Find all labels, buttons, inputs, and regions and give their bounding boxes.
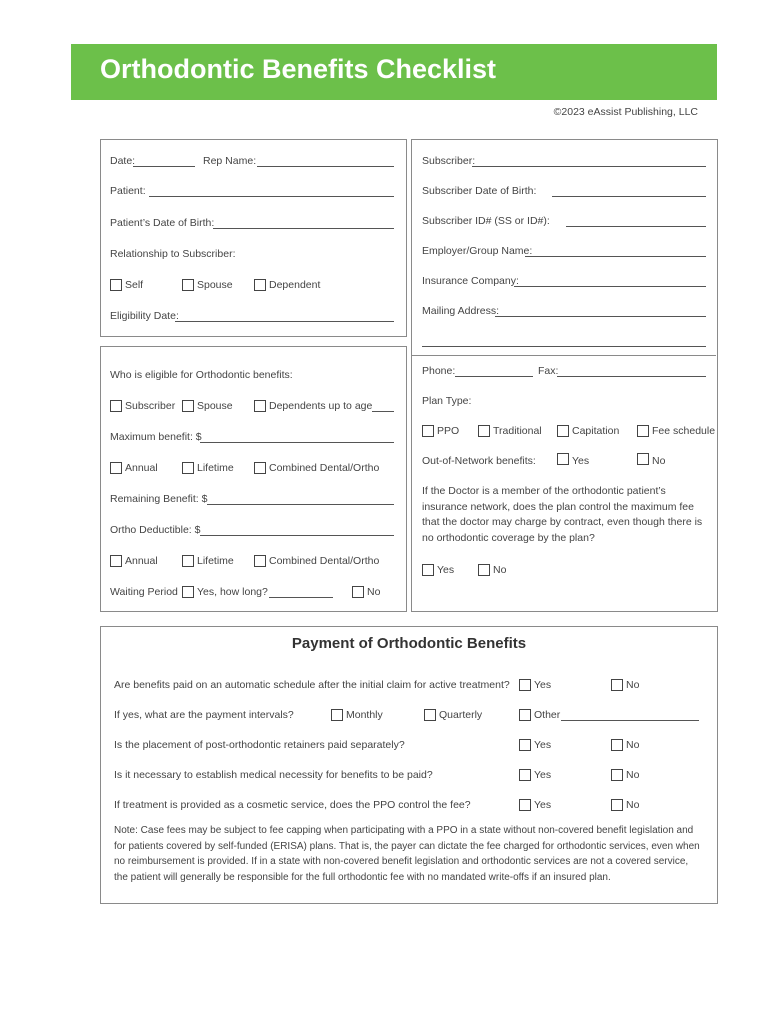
q3-no-checkbox[interactable]: [611, 739, 623, 751]
patient-dob-label: Patient’s Date of Birth:: [110, 217, 215, 229]
other-field[interactable]: [561, 720, 699, 721]
phone-field[interactable]: [455, 376, 533, 377]
max-benefit-field[interactable]: [200, 442, 394, 443]
quarterly-checkbox[interactable]: [424, 709, 436, 721]
title-banner: [71, 44, 717, 100]
mailing-field-1[interactable]: [495, 316, 706, 317]
subscriber-id-label: Subscriber ID# (SS or ID#):: [422, 215, 550, 227]
ded-combined-label: Combined Dental/Ortho: [269, 555, 380, 567]
insurance-label: Insurance Company:: [422, 275, 519, 287]
q4-yes-label: Yes: [534, 769, 552, 781]
waiting-yes-label: Yes, how long?: [197, 586, 268, 598]
max-benefit-label: Maximum benefit: $: [110, 431, 202, 443]
traditional-label: Traditional: [493, 425, 542, 437]
q1-yes-label: Yes: [534, 679, 552, 691]
traditional-checkbox[interactable]: [478, 425, 490, 437]
patient-label: Patient:: [110, 185, 146, 197]
q3-yes-label: Yes: [534, 739, 552, 751]
copyright-text: ©2023 eAssist Publishing, LLC: [553, 106, 698, 118]
waiting-period-label: Waiting Period: [110, 586, 178, 598]
max-annual-checkbox[interactable]: [110, 462, 122, 474]
doctor-yes-checkbox[interactable]: [422, 564, 434, 576]
elig-dependents-checkbox[interactable]: [254, 400, 266, 412]
waiting-no-label: No: [367, 586, 381, 598]
patient-field[interactable]: [149, 196, 394, 197]
employer-label: Employer/Group Name:: [422, 245, 533, 257]
q2-label: If yes, what are the payment intervals?: [114, 709, 294, 721]
fee-schedule-label: Fee schedule: [652, 425, 716, 437]
quarterly-label: Quarterly: [439, 709, 483, 721]
oon-yes-label: Yes: [572, 455, 590, 467]
oon-label: Out-of-Network benefits:: [422, 455, 536, 467]
q1-yes-checkbox[interactable]: [519, 679, 531, 691]
elig-spouse-checkbox[interactable]: [182, 400, 194, 412]
doctor-no-checkbox[interactable]: [478, 564, 490, 576]
rep-name-label: Rep Name:: [203, 155, 257, 167]
payment-box: [100, 626, 718, 904]
remaining-label: Remaining Benefit: $: [110, 493, 208, 505]
max-combined-checkbox[interactable]: [254, 462, 266, 474]
q5-label: If treatment is provided as a cosmetic service, does the PPO control the fee?: [114, 799, 471, 811]
capitation-checkbox[interactable]: [557, 425, 569, 437]
payment-title: Payment of Orthodontic Benefits: [291, 635, 527, 652]
waiting-no-checkbox[interactable]: [352, 586, 364, 598]
capitation-label: Capitation: [572, 425, 620, 437]
oon-no-label: No: [652, 455, 666, 467]
dependent-checkbox[interactable]: [254, 279, 266, 291]
remaining-field[interactable]: [207, 504, 394, 505]
ppo-checkbox[interactable]: [422, 425, 434, 437]
rep-name-field[interactable]: [257, 166, 394, 167]
subscriber-id-field[interactable]: [566, 226, 706, 227]
date-label: Date:: [110, 155, 136, 167]
q5-yes-checkbox[interactable]: [519, 799, 531, 811]
page-title: Orthodontic Benefits Checklist: [100, 54, 497, 84]
max-lifetime-checkbox[interactable]: [182, 462, 194, 474]
monthly-label: Monthly: [346, 709, 383, 721]
self-label: Self: [125, 279, 144, 291]
q5-no-checkbox[interactable]: [611, 799, 623, 811]
q5-yes-label: Yes: [534, 799, 552, 811]
payment-note: Note: Case fees may be subject to fee capping when participating with a PPO in a state without non-covered benefit legislation and for patients covered by self-funded (ERISA) plans. That is, the payer can dictate the fee charged for orthodontic services, even when no reimbursement is provided. If in a state with non-covered benefit legislation and orthodontic services are not a covered service, the patient will generally be responsible for the full orthodontic fee with no mandated write-offs if an insured plan.: [114, 825, 700, 883]
who-eligible-label: Who is eligible for Orthodontic benefits:: [110, 369, 293, 381]
dependent-age-field[interactable]: [372, 411, 394, 412]
mailing-field-2[interactable]: [422, 346, 706, 347]
self-checkbox[interactable]: [110, 279, 122, 291]
ded-annual-checkbox[interactable]: [110, 555, 122, 567]
q3-yes-checkbox[interactable]: [519, 739, 531, 751]
q1-no-checkbox[interactable]: [611, 679, 623, 691]
ppo-label: PPO: [437, 425, 460, 437]
subscriber-dob-label: Subscriber Date of Birth:: [422, 185, 537, 197]
ded-lifetime-checkbox[interactable]: [182, 555, 194, 567]
deductible-label: Ortho Deductible: $: [110, 524, 201, 536]
subscriber-field[interactable]: [472, 166, 706, 167]
q5-no-label: No: [626, 799, 640, 811]
patient-dob-field[interactable]: [213, 228, 394, 229]
eligibility-field[interactable]: [175, 321, 394, 322]
insurance-field[interactable]: [514, 286, 706, 287]
q1-no-label: No: [626, 679, 640, 691]
q3-no-label: No: [626, 739, 640, 751]
subscriber-label: Subscriber:: [422, 155, 476, 167]
q3-label: Is the placement of post-orthodontic retainers paid separately?: [114, 739, 405, 751]
elig-spouse-label: Spouse: [197, 400, 233, 412]
other-label: Other: [534, 709, 561, 721]
q4-no-label: No: [626, 769, 640, 781]
dependent-label: Dependent: [269, 279, 321, 291]
doctor-yes-label: Yes: [437, 564, 455, 576]
q4-no-checkbox[interactable]: [611, 769, 623, 781]
doctor-question: If the Doctor is a member of the orthodontic patient’s insurance network, does the plan control the maximum fee that the doctor may charge by contract, even though there is no orthodontic coverage by the plan?: [422, 485, 703, 544]
waiting-yes-checkbox[interactable]: [182, 586, 194, 598]
eligibility-label: Eligibility Date:: [110, 310, 179, 322]
date-field[interactable]: [133, 166, 195, 167]
spouse-checkbox[interactable]: [182, 279, 194, 291]
relationship-label: Relationship to Subscriber:: [110, 248, 236, 260]
max-annual-label: Annual: [125, 462, 158, 474]
phone-label: Phone:: [422, 365, 456, 377]
max-combined-label: Combined Dental/Ortho: [269, 462, 380, 474]
oon-yes-checkbox[interactable]: [557, 453, 569, 465]
elig-subscriber-checkbox[interactable]: [110, 400, 122, 412]
ded-lifetime-label: Lifetime: [197, 555, 234, 567]
q4-yes-checkbox[interactable]: [519, 769, 531, 781]
fax-field[interactable]: [557, 376, 706, 377]
q1-label: Are benefits paid on an automatic schedule after the initial claim for active treatment?: [114, 679, 510, 691]
waiting-length-field[interactable]: [269, 597, 333, 598]
spouse-label: Spouse: [197, 279, 233, 291]
max-lifetime-label: Lifetime: [197, 462, 234, 474]
elig-subscriber-label: Subscriber: [125, 400, 176, 412]
elig-dependents-label: Dependents up to age: [269, 400, 373, 412]
other-checkbox[interactable]: [519, 709, 531, 721]
ded-annual-label: Annual: [125, 555, 158, 567]
fee-schedule-checkbox[interactable]: [637, 425, 649, 437]
oon-no-checkbox[interactable]: [637, 453, 649, 465]
employer-field[interactable]: [525, 256, 706, 257]
monthly-checkbox[interactable]: [331, 709, 343, 721]
deductible-field[interactable]: [200, 535, 394, 536]
ded-combined-checkbox[interactable]: [254, 555, 266, 567]
fax-label: Fax:: [538, 365, 559, 377]
subscriber-dob-field[interactable]: [552, 196, 706, 197]
patient-info-box: [100, 139, 407, 337]
eligibility-box: [100, 346, 407, 612]
subscriber-info-box: [411, 139, 718, 612]
subscriber-divider: [411, 355, 716, 356]
q4-label: Is it necessary to establish medical necessity for benefits to be paid?: [114, 769, 433, 781]
doctor-no-label: No: [493, 564, 507, 576]
plan-type-label: Plan Type:: [422, 395, 472, 407]
mailing-label: Mailing Address:: [422, 305, 500, 317]
